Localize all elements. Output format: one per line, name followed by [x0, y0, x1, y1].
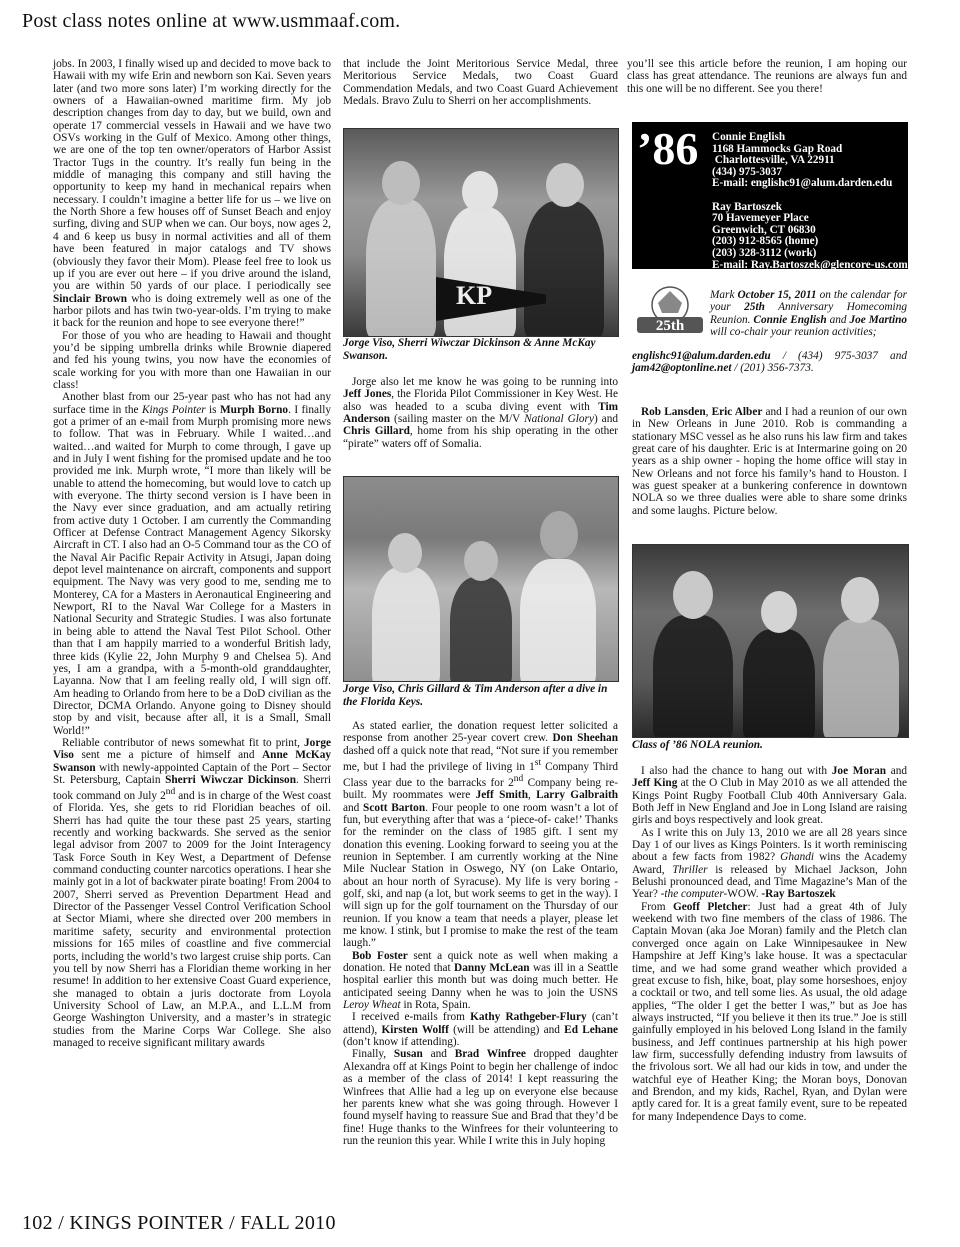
text: is released by Michael Jackson, John Belushi pronounced dead, and Time Magazine’s Man of the Year?: [632, 863, 907, 901]
person-figure: [520, 559, 596, 682]
person-name: Danny McLean: [454, 962, 530, 975]
paragraph: [53, 58, 331, 330]
text: ,: [705, 406, 712, 418]
text: and I had a reunion of our own in New Orleans in June 2010. Rob is commanding a stationary MSC vessel as he also runs his law firm and takes great care of his daughter. Eric is at Intermarine going on 20 years as a ship owner - hoping the home office will stay in New Orleans and not force his family’s hand to Houston. I was guest speaker at a bunkering conference in downtown NOLA so we three dualies were able to share some drinks and some laughs. Picture below.: [632, 406, 908, 517]
text: (can’t attend),: [343, 1011, 618, 1036]
person-name: Eric Alber: [711, 406, 763, 418]
person-name: Larry Galbraith: [536, 789, 618, 802]
text: dashed off a quick note that read, “Not sure if you remember me, but I had the privilege of living in 1: [343, 744, 618, 773]
photo-caption: Class of ’86 NOLA reunion.: [632, 739, 763, 751]
person-figure: [653, 615, 733, 738]
anniversary: 25th: [744, 301, 765, 314]
reunion-notice: [710, 289, 907, 338]
25th-reunion-seal: [633, 283, 707, 343]
page-banner: Post class notes online at www.usmmaaf.com.: [22, 10, 401, 32]
person-name: Tim Anderson: [343, 400, 618, 426]
text: ) and: [593, 413, 618, 426]
email-link[interactable]: jam42@optonline.net: [632, 362, 732, 375]
text: : Just had a great 4th of July weekend with two fine members of the class of 1986. The Captain Movan (aka Joe Moran) family and the Pletch clan converged once again on Lake Winnipesaukee in New Hampshire at Jeff King’s lake house. It was a spectacular time, and we had some grand weather which provided a great excuse to fish, hike, boat, play some horseshoes, enjoy a cocktail or two, and tell some lies. As usual, the old adage applies, “The older I get the better I was,” but as Joe has always instructed, “If you believe it then its true.” Joe is still gainfully employed in his beloved Long Island in the family business, and Jeff continues partnership at his high power law firm, successfully defending industry from lawsuits of the frivolous sort. We all had our kids in tow, and under the watchful eye of Heather King; the Moran boys, Donovan and Brendon, and my kids, Rachel, Ryan, and Dylan were aptly cared for. It is a great family event, sure to be repeated for many Independence Days to come.: [632, 900, 907, 1123]
text: ,: [527, 789, 537, 802]
person-head: [761, 591, 797, 633]
text: / (434) 975-3037 and: [770, 350, 907, 362]
paragraph: [632, 765, 907, 827]
paragraph: you’ll see this article before the reunion, I am hoping our class has great attendance. The reunions are always fun and this one will be no different. See you there!: [627, 58, 907, 95]
text: is: [205, 403, 220, 416]
text: and is in charge of the West coast of Florida. Yes, she gets to rid Floridian beaches of oil. Sherri has had quite the tour these past 25 years, starting recently and working backwards. She served as the senior legal advisor from 2007 to 2009 for the Joint Interagency Task Force South in Key West, a Department of Defense command conducting counter narcotics operations. I hear she mainly got in a lot of backwater pirate boating! From 2004 to 2007, Sherri served as Prevention Department Head and Director of the Passenger Vessel Control Verification School at Sector Miami, where she directed over 200 members in maritime safety, security and environmental protection missions for 165 miles of coastline and five commercial ports, including the world’s two largest cruise ship ports. Can you tell by now Sherri has a Floridian theme working in her resume! In addition to her extensive Coast Guard experience, she managed to obtain a juris doctorate from Loyola University School of Law, an M.P.A., and L.L.M from George Washington University, and a master’s in strategic studies from the Marine Corps War College. She also managed to receive significant military awards: [53, 790, 331, 1049]
reunion-contacts: [632, 350, 907, 375]
text: Company being re-built. My roommates were: [343, 776, 618, 802]
text: and: [343, 801, 364, 814]
person-figure: [743, 629, 815, 738]
text: As stated earlier, the donation request letter solicited a response from another 25-year covert crew.: [343, 720, 618, 745]
column-right: [627, 58, 907, 95]
person-name: Geoff Pletcher: [672, 900, 748, 913]
person-head: [388, 533, 422, 573]
person-name: Kathy Rathgeber-Flury: [470, 1011, 587, 1024]
text: will co-chair your reunion activities;: [710, 326, 877, 339]
text: I received e-mails from: [352, 1011, 471, 1024]
email-link[interactable]: englishc91@alum.darden.edu: [632, 350, 771, 362]
text: Jorge also let me know he was going to be running into: [352, 376, 618, 388]
person-head: [673, 571, 713, 619]
text: jobs. In 2003, I finally wised up and decided to move back to Hawaii with my wife Erin and newborn son Kai. Seven years later (and two more sons later) I’m working directly for the owners of a Hawaiian-owned maritime firm. My job description changes from day to day, but we build, own and operate 17 commercial vessels in Hawaii and we have two OSVs working in the Gulf of Mexico. Among other things, we are one of the top ten owner/operators of Harbor Assist Tractor Tugs in the country. It’s really fun being in the middle of managing this company and still having the opportunity to keep my hand in mechanical repairs when necessary. I couldn’t imagine a better life for us – we live on the North Shore a few houses off of Sunset Beach and enjoy surfing, diving and SUP when we can. Our boys, now ages 2, 4 and 6 keep us busy in normal activities and all of them have been featured in major catalogs and TV shows (obviously they favor their Mom). Please feel free to look us up if you are ever out here – if you drive around the island, you are within 50 yards of our place. I periodically see: [53, 58, 331, 293]
class-contact-box: [632, 122, 908, 269]
vessel-name: National Glory: [524, 413, 594, 426]
person-head: [540, 511, 578, 559]
paragraph: [632, 406, 907, 517]
person-name: Susan: [393, 1048, 423, 1061]
text: Mark: [710, 289, 738, 301]
vessel-name: Leroy Wheat: [343, 999, 401, 1012]
person-name: Chris Gillard: [343, 425, 410, 438]
person-name: Bob Foster: [352, 949, 408, 962]
person-name: Scott Barton: [363, 801, 426, 814]
reunion-date: October 15, 2011: [737, 289, 817, 301]
text: (sailing master on the M/V: [390, 413, 525, 426]
person-name: Jeff King: [632, 777, 678, 790]
person-name: Jeff Jones: [343, 388, 392, 401]
paragraph: For those of you who are heading to Hawaii and thought you’d be sipping umbrella drinks while Brownie diapered and fed his young twins, you now have the economies of scale working for you with more than one Hawaiian in our class!: [53, 329, 331, 391]
column-middle: [343, 58, 618, 107]
text: WOW.: [727, 888, 762, 901]
text: (don’t know if attending).: [343, 1036, 460, 1049]
text: sent me a picture of himself and: [73, 749, 262, 762]
text: who is doing extremely well as one of the harbor pilots and has twin two-year-olds. I’m trying to make it back for the reunion and hope to see everyone there!”: [53, 292, 331, 330]
text: Anniversary Homecoming Reunion.: [710, 301, 907, 326]
person-name: Sherri Wiwczar Dickinson: [165, 773, 296, 786]
text: in Rota, Spain.: [400, 999, 471, 1012]
text: . Four people to one room wasn’t a lot of fun, but everything after that was a ‘piece-of- cake!’ Thanks for the reminder on the class of 1985 gift. I sent my donation this evening. Looking forward to seeing you at the reunion in September. I am currently working at the Nine Mile Nuclear Station in Oswego, NY (on Lake Ontario, about an hour north of Syracuse). My life is very boring - golf, ski, and nap (a lot, but work seems to get in the way). I will sign up for the golf tournament on the Thursday of our reunion. If you know a team that needs a player, please let me know. I stink, but I promise to make the rest of the team laugh.”: [343, 801, 619, 950]
author-signature: -Ray Bartoszek: [761, 888, 836, 901]
paragraph: [53, 391, 331, 737]
text: . Sherri took command on July 2: [53, 773, 331, 803]
person-name: Jeff Smith: [475, 789, 528, 802]
text: Another blast from our 25-year past who has not had any surface time in the: [53, 391, 331, 416]
text: with newly-appointed Captain of the Port – Sector St. Petersburg, Captain: [53, 761, 331, 786]
text: and: [826, 313, 850, 326]
paragraph: that include the Joint Meritorious Service Medal, three Meritorious Service Medals, two Coast Guard Commendation Medals, and two Coast Guard Achievement Medals. Bravo Zulu to Sherri on her accomplishments.: [343, 58, 618, 108]
person-name: Brad Winfree: [454, 1048, 526, 1061]
paragraph: [343, 376, 618, 450]
text: , the Florida Pilot Commissioner in Key West. He also was headed to a scuba diving event with: [343, 388, 618, 413]
text: and: [422, 1048, 455, 1061]
paragraph: [343, 720, 618, 950]
publication-name: Kings Pointer: [141, 403, 206, 416]
person-name: Joe Martino: [849, 313, 908, 326]
text: at the O Club in May 2010 as we all attended the Kings Point Rugby Football Club 40th Anniversary Gala. Both Jeff in New England and Joe in Long Island are raising girls and boys respectively and look great.: [632, 777, 907, 827]
person-figure: [372, 567, 440, 682]
text: I also had the chance to hang out with: [641, 765, 832, 777]
person-figure: [450, 577, 512, 682]
person-name: Murph Borno: [220, 403, 289, 416]
paragraph: [343, 1048, 618, 1147]
text: on the calendar for your: [710, 289, 907, 314]
seal-text: 25th: [655, 318, 685, 334]
person-head: [464, 541, 498, 581]
text: Reliable contributor of news somewhat fit to print,: [62, 736, 305, 749]
person-figure: [366, 199, 436, 337]
paragraph: [53, 737, 331, 1049]
photo-nola-reunion: [632, 544, 909, 738]
text: From: [641, 900, 673, 913]
photo-caption: Jorge Viso, Chris Gillard & Tim Anderson after a dive in the Florida Keys.: [343, 683, 608, 708]
paragraph: [343, 1011, 618, 1048]
column-right-lower: [632, 765, 907, 1123]
text: wins the Academy Award,: [632, 851, 907, 876]
text: (will be attending) and: [448, 1023, 565, 1036]
person-name: Kirsten Wolff: [381, 1023, 449, 1036]
text: and: [886, 765, 908, 777]
person-name: Ed Lehane: [564, 1023, 619, 1036]
text: Company Third Class year due to the barracks for 2: [343, 760, 618, 789]
person-name: Anne McKay Swanson: [53, 749, 332, 774]
text-italic: -the computer-: [660, 888, 728, 901]
superscript: st: [534, 758, 542, 769]
film-title: Ghandi: [780, 851, 815, 864]
photo-viso-dickinson-swanson: [343, 128, 619, 337]
text: was ill in a Seattle hospital earlier this month but was doing much better. He anticipated seeing Danny when he was to join the USNS: [343, 962, 618, 999]
person-figure: [524, 201, 604, 337]
page-footer: 102 / KINGS POINTER / FALL 2010: [22, 1212, 336, 1234]
paragraph: [632, 827, 907, 901]
photo-caption: Jorge Viso, Sherri Wiwczar Dickinson & Anne McKay Swanson.: [343, 337, 596, 362]
text: dropped daughter Alexandra off at Kings Point to begin her challenge of indoc as a member of the class of 2014! I kept reassuring the Winfrees that Allie had a leg up on everyone else because her parents knew what she was going through. However I found myself having to reassure Sue and Brad that they’d be fine! Huge thanks to the Winfrees for their volunteering to run the reunion this year. While I write this in July hoping: [343, 1048, 618, 1147]
person-name: Jorge Viso: [53, 736, 331, 762]
text: sent a quick note as well when making a donation. He noted that: [343, 949, 619, 975]
text: / (201) 356-7373.: [731, 362, 814, 375]
text: , home from his ship operating in the other “pirate” waters off of Somalia.: [343, 425, 619, 450]
text: Finally,: [352, 1048, 394, 1061]
person-name: Connie English: [753, 313, 827, 326]
paragraph: [632, 901, 907, 1123]
contact-details: Connie English 1168 Hammocks Gap Road Charlottesville, VA 22911 (434) 975-3037 E-mail: englishc91@alum.darden.edu Ray Bartoszek 70 Havemeyer Place Greenwich, CT 06830 (203) 912-8565 (home) (203) 328-3112 (work) E-mail: Ray.Bartoszek@glencore-us.com: [712, 131, 908, 271]
person-name: Joe Moran: [831, 765, 887, 777]
superscript: nd: [513, 774, 524, 785]
class-year: ’86: [637, 123, 699, 174]
person-name: Don Sheehan: [552, 732, 618, 745]
person-name: Rob Lansden: [641, 406, 706, 418]
text: As I write this on July 13, 2010 we are all 28 years since Day 1 of our lives as Kings Pointers. Is it worth reminiscing about a few facts from 1982?: [632, 826, 907, 864]
pennant-letters: KP: [456, 281, 493, 310]
photo-florida-keys-dive: [343, 476, 619, 682]
person-name: Sinclair Brown: [53, 292, 128, 305]
person-figure: [823, 619, 899, 738]
column-middle-lower: [343, 720, 618, 1147]
person-head: [841, 577, 879, 623]
paragraph: [343, 950, 618, 1012]
text: . I finally got a primer of an e-mail from Murph promising more news to follow. That was in February. While I waited…and waited…and waited for Murph to come through, I gave up and in July I went fishing for the promised update and he too provided me ink. Murph wrote, “I more than likely will be unable to attend the homecoming, but would love to catch up with everyone. The thirty second version is I have been in the Navy ever since graduation, and am actually retiring from active duty 1 October. I am currently the Commanding Officer at Defense Contract Management Agency Sikorsky Aircraft in CT. I also had an O-5 Command tour as the CO of the Naval Air Pacific Repair Activity in Atsugi, Japan doing depot level maintenance on aircraft, components and support equipment. The Navy was very good to me, sending me to Monterey, CA for a Masters in Aeronautical Engineering and Newport, RI to the Naval War College for a Masters in National Security and Strategic Studies. I was also fortunate in being able to attend the Naval Test Pilot School. Other than that I am happily married to a wonderful British lady, three kids (Kylie 22, John Murphy 9 and Chelsea 5). And yes, I am a grandpa, with a 5-month-old granddaughter, Layanna. Now that I am feeling really old, I will sign off. Am heading to Orlando from here to be a DoD civilian as the Director, DCMA Orlando. Anyone going to Disney should stop by and visit, because after all, it is a Small, Small World!”: [53, 403, 331, 737]
person-head: [462, 171, 498, 213]
album-title: Thriller: [672, 863, 708, 876]
person-head: [382, 161, 420, 205]
person-head: [546, 163, 584, 207]
superscript: nd: [165, 787, 176, 798]
seal-emblem: [658, 291, 682, 313]
column-left: [53, 58, 331, 1049]
